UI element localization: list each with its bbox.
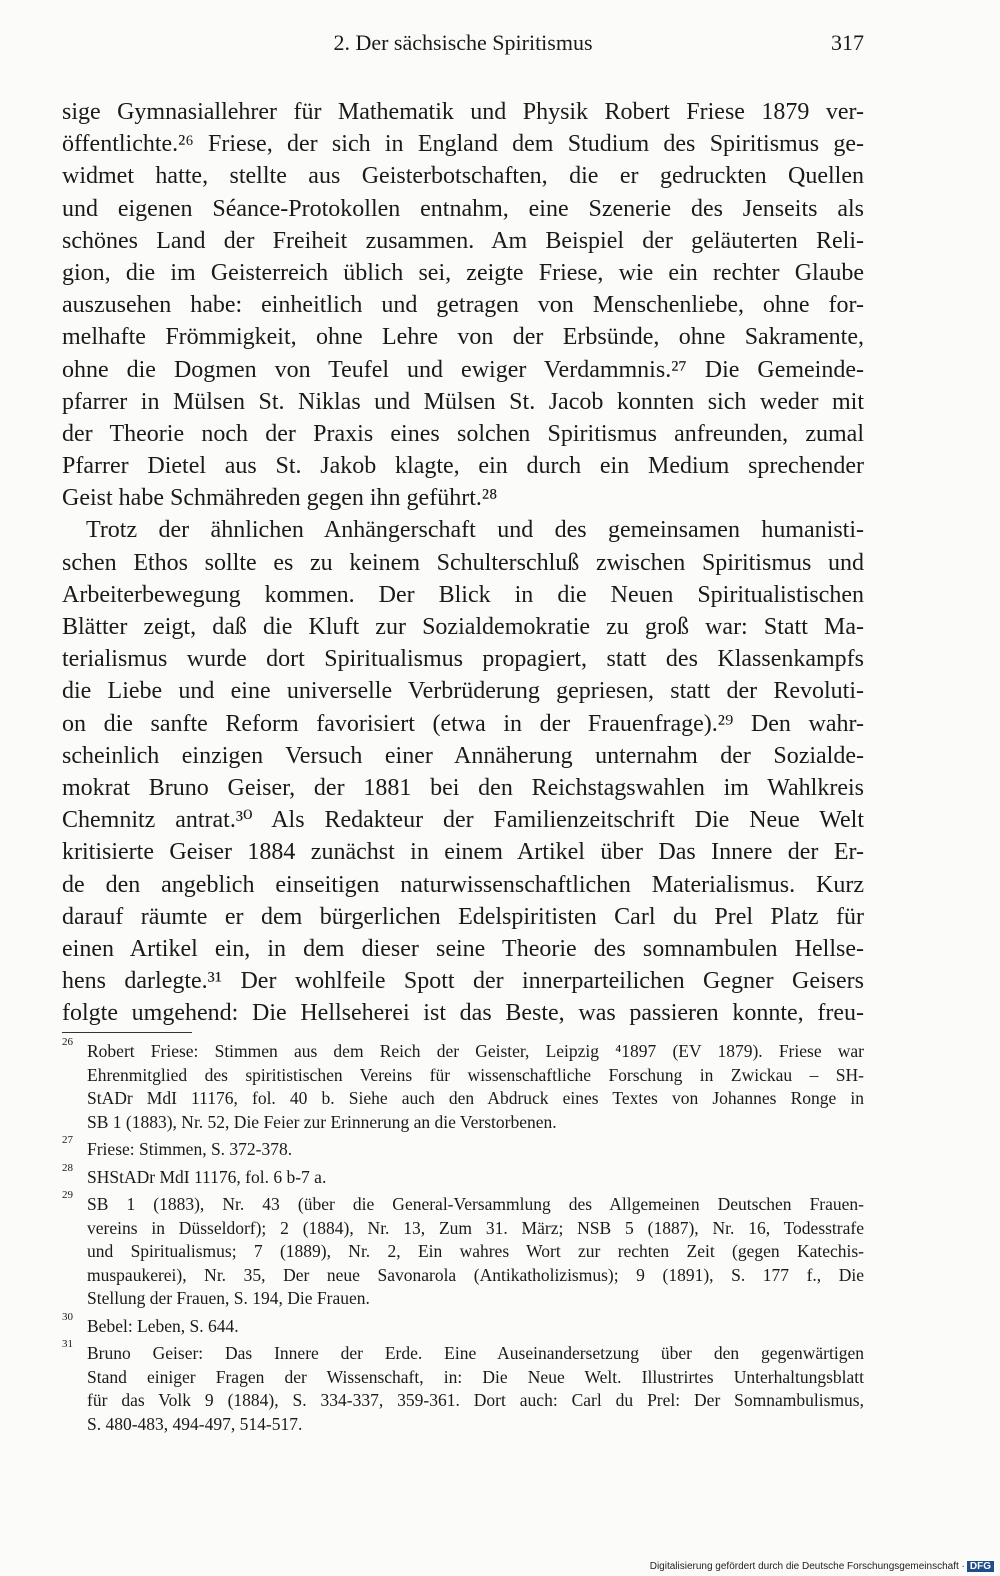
body-line: ohne die Dogmen von Teufel und ewiger Verdammnis.²⁷ Die Gemeinde- [62,356,864,383]
footnote-line: Stellung der Frauen, S. 194, Die Frauen. [87,1288,370,1308]
page-number: 317 [831,30,864,55]
body-line: widmet hatte, stellte aus Geisterbotschaften, die er gedruckten Quellen [62,163,864,190]
footnote-number: 27 [62,1134,73,1146]
body-line: schen Ethos sollte es zu keinem Schulterschluß zwischen Spiritismus und [62,549,864,576]
footnote [62,1134,864,1162]
footnote-number: 30 [62,1310,73,1323]
footnote-separator [62,1032,192,1033]
body-line: Pfarrer Dietel aus St. Jakob klagte, ein durch ein Medium sprechender [62,453,864,480]
footnote-number: 28 [62,1161,73,1174]
footnote-line: Bruno Geiser: Das Innere der Erde. Eine Auseinandersetzung über den gegenwärtigen [87,1343,864,1363]
footnote-number: 26 [62,1036,73,1048]
body-line: hens darlegte.³¹ Der wohlfeile Spott der innerparteilichen Gegner Geisers [62,968,864,995]
footnote-line: für das Volk 9 (1884), S. 334-337, 359-361. Dort auch: Carl du Prel: Der Somnambulismus, [87,1390,864,1410]
body-line: melhafte Frömmigkeit, ohne Lehre von der Erbsünde, ohne Sakramente, [62,324,864,351]
body-line: gion, die im Geisterreich üblich sei, zeigte Friese, wie ein rechter Glaube [62,259,864,286]
body-line: und eigenen Séance-Protokollen entnahm, eine Szenerie des Jenseits als [62,195,864,222]
footnote-line: vereins in Düsseldorf); 2 (1884), Nr. 13, Zum 31. März; NSB 5 (1887), Nr. 16, Todesstrafe [87,1217,864,1238]
body-line: folgte umgehend: Die Hellseherei ist das Beste, was passieren konnte, freu- [62,1000,864,1027]
body-line: der Theorie noch der Praxis eines solchen Spiritismus anfreunden, zumal [62,420,864,447]
body-line: pfarrer in Mülsen St. Niklas und Mülsen St. Jacob konnten sich weder mit [62,388,864,415]
body-line: on die sanfte Reform favorisiert (etwa in der Frauenfrage).²⁹ Den wahr- [62,710,864,737]
footnote-line: Stand einiger Fragen der Wissenschaft, in: Die Neue Welt. Illustrirtes Unterhaltungsblatt [87,1366,864,1387]
body-line: Arbeiterbewegung kommen. Der Blick in die Neuen Spiritualistischen [62,581,864,608]
footnote-line: und Spiritualismus; 7 (1889), Nr. 2, Ein wahres Wort zur rechten Zeit (gegen Katechis- [87,1241,864,1261]
body-line: öffentlichte.²⁶ Friese, der sich in England dem Studium des Spiritismus ge- [62,131,864,158]
body-text [62,96,864,1029]
footnote-line: SHStADr MdI 11176, fol. 6 b-7 a. [87,1166,327,1187]
footnote [62,1189,864,1311]
footnote-number: 29 [62,1189,73,1201]
body-line: darauf räumte er dem bürgerlichen Edelspiritisten Carl du Prel Platz für [62,903,864,930]
footnote-line: StADr MdI 11176, fol. 40 b. Siehe auch den Abdruck eines Textes von Johannes Ronge in [87,1088,864,1108]
footnotes [62,1036,864,1440]
footnote [62,1310,864,1339]
footnote [62,1036,864,1134]
footnote [62,1161,864,1190]
body-line: scheinlich einzigen Versuch einer Annäherung unternahm der Sozialde- [62,742,864,769]
body-line: terialismus wurde dort Spiritualismus propagiert, statt des Klassenkampfs [62,646,864,673]
body-line: sige Gymnasiallehrer für Mathematik und Physik Robert Friese 1879 ver- [62,99,864,125]
dfg-logo: DFG [967,1561,994,1572]
page-header [62,30,864,64]
body-line: mokrat Bruno Geiser, der 1881 bei den Reichstagswahlen im Wahlkreis [62,774,864,801]
body-line: Blätter zeigt, daß die Kluft zur Sozialdemokratie zu groß war: Statt Ma- [62,614,864,640]
footnote-line: S. 480-483, 494-497, 514-517. [87,1413,303,1434]
running-head: 2. Der sächsische Spiritismus [333,30,593,55]
body-line: Trotz der ähnlichen Anhängerschaft und des gemeinsamen humanisti- [86,517,864,544]
footnote [62,1338,864,1436]
footnote-line: SB 1 (1883), Nr. 43 (über die General-Versammlung des Allgemeinen Deutschen Frauen- [87,1194,864,1214]
body-line: kritisierte Geiser 1884 zunächst in einem Artikel über Das Innere der Er- [62,839,864,866]
body-line: schönes Land der Freiheit zusammen. Am Beispiel der geläuterten Reli- [62,227,864,254]
footnote-line: Robert Friese: Stimmen aus dem Reich der Geister, Leipzig ⁴1897 (EV 1879). Friese war [87,1041,864,1061]
body-line: die Liebe und eine universelle Verbrüderung gepriesen, statt der Revoluti- [62,678,864,705]
footer-text: Digitalisierung gefördert durch die Deutsche Forschungsgemeinschaft · [649,1561,965,1572]
footnote-line: SB 1 (1883), Nr. 52, Die Feier zur Erinnerung an die Verstorbenen. [87,1111,557,1132]
body-line: Chemnitz antrat.³⁰ Als Redakteur der Familienzeitschrift Die Neue Welt [62,807,864,834]
body-line: auszusehen habe: einheitlich und getragen von Menschenliebe, ohne for- [62,292,864,319]
body-line: einen Artikel ein, in dem dieser seine Theorie des somnambulen Hellse- [62,935,864,962]
body-line: Geist habe Schmähreden gegen ihn geführt.²⁸ [62,485,498,512]
footer-credit [650,1561,994,1572]
footnote-line: Friese: Stimmen, S. 372-378. [87,1139,293,1159]
footnote-line: muspaukerei), Nr. 35, Der neue Savonarola (Antikatholizismus); 9 (1891), S. 177 f., Die [87,1264,864,1285]
footnote-number: 31 [62,1338,73,1350]
footnote-line: Ehrenmitglied des spiritistischen Vereins für wissenschaftliche Forschung in Zwickau – SH- [87,1064,864,1085]
footnote-line: Bebel: Leben, S. 644. [87,1315,239,1336]
body-line: de den angeblich einseitigen naturwissenschaftlichen Materialismus. Kurz [62,871,864,898]
